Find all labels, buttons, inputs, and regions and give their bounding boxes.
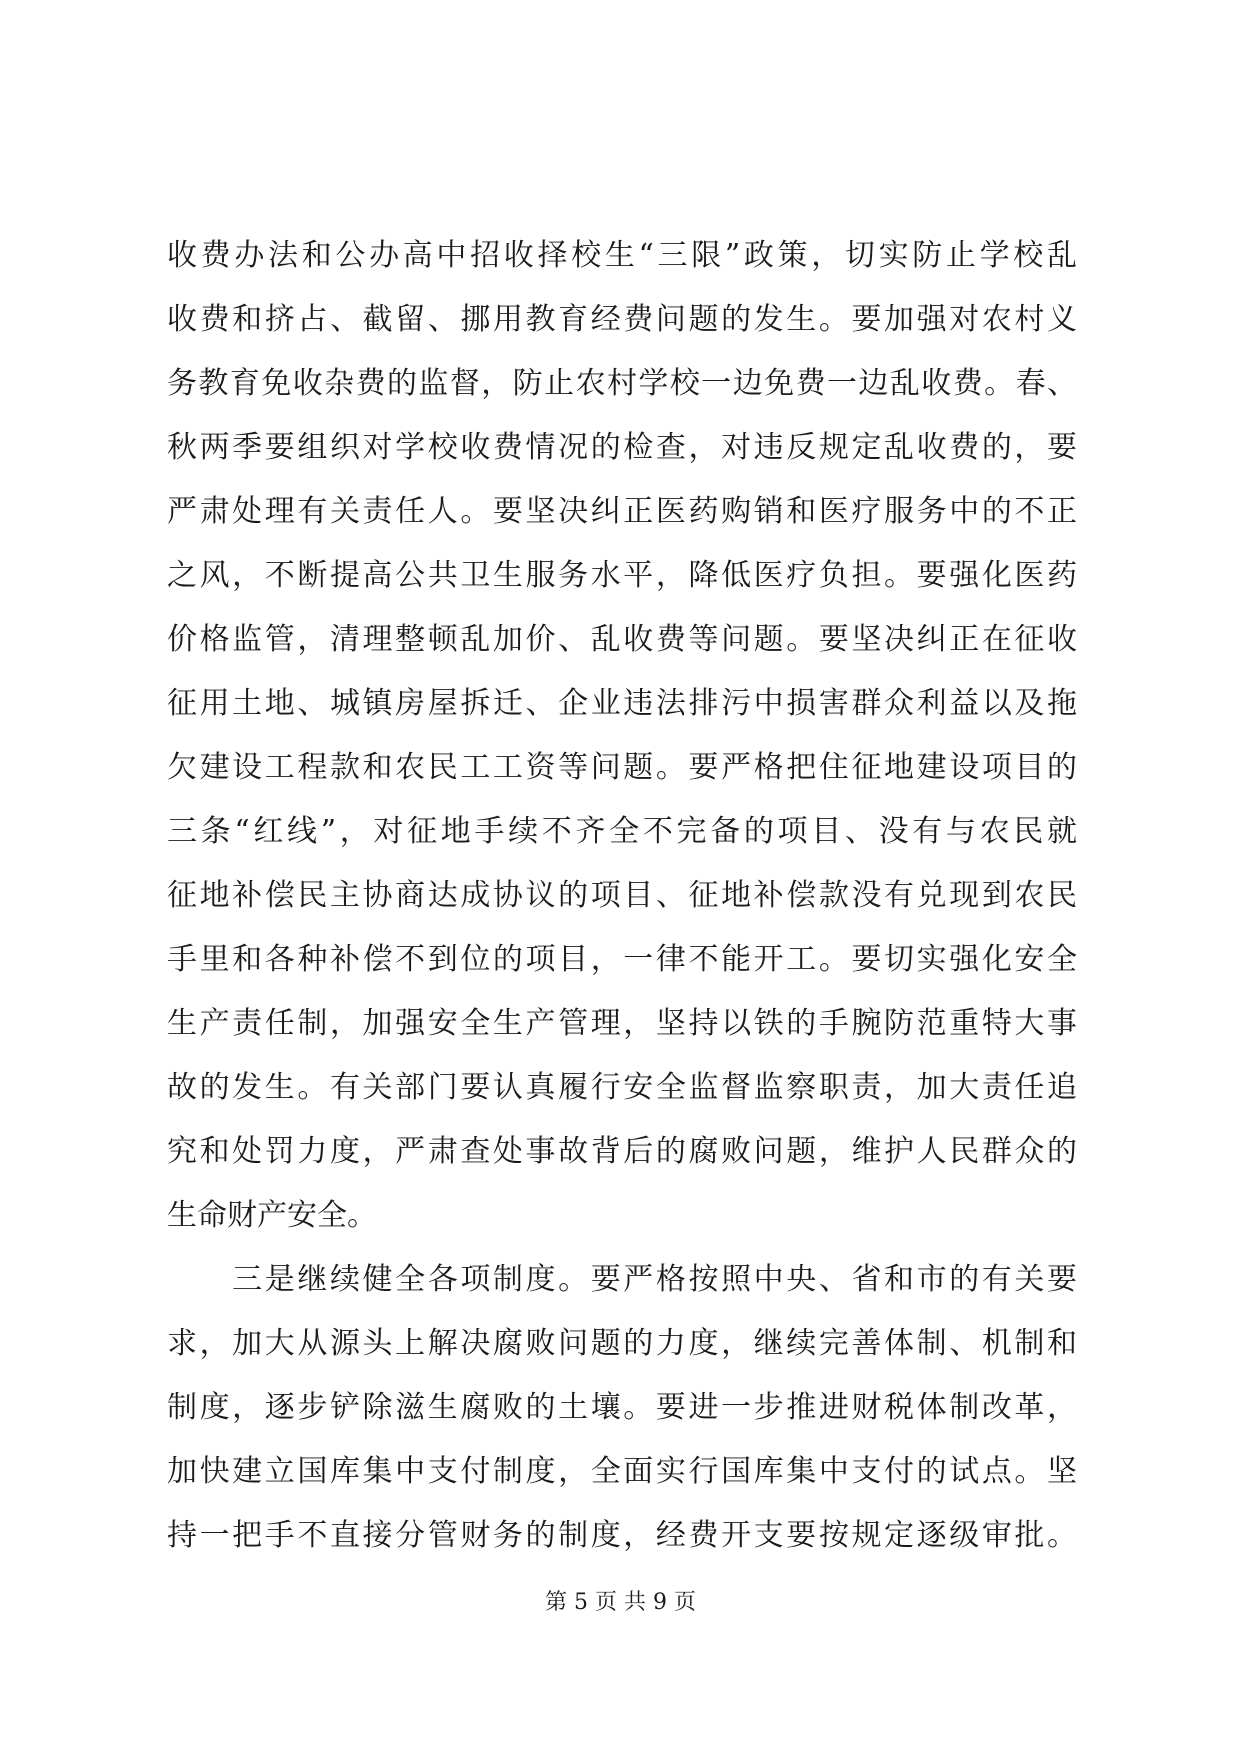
text-line: 收费办法和公办高中招收择校生“三限”政策，切实防止学校乱 xyxy=(167,238,1077,273)
text-line: 持一把手不直接分管财务的制度，经费开支要按规定逐级审批。 xyxy=(167,1518,1077,1553)
page-footer: 第 5 页 共 9 页 xyxy=(545,1590,696,1615)
text-line: 之风，不断提高公共卫生服务水平，降低医疗负担。要强化医药 xyxy=(167,558,1077,593)
text-line: 加快建立国库集中支付制度，全面实行国库集中支付的试点。坚 xyxy=(167,1454,1077,1489)
text-line: 征用土地、城镇房屋拆迁、企业违法排污中损害群众利益以及拖 xyxy=(167,686,1077,721)
text-line: 三条“红线”，对征地手续不齐全不完备的项目、没有与农民就 xyxy=(167,814,1077,849)
text-line: 严肃处理有关责任人。要坚决纠正医药购销和医疗服务中的不正 xyxy=(167,494,1077,529)
text-line: 价格监管，清理整顿乱加价、乱收费等问题。要坚决纠正在征收 xyxy=(167,622,1077,657)
text-line: 务教育免收杂费的监督，防止农村学校一边免费一边乱收费。春、 xyxy=(167,366,1077,401)
text-line: 手里和各种补偿不到位的项目，一律不能开工。要切实强化安全 xyxy=(167,942,1077,977)
paragraph-start-line: 三是继续健全各项制度。要严格按照中央、省和市的有关要 xyxy=(167,1262,1077,1297)
text-line: 欠建设工程款和农民工工资等问题。要严格把住征地建设项目的 xyxy=(167,750,1077,785)
body-text xyxy=(167,224,1077,1568)
text-line: 收费和挤占、截留、挪用教育经费问题的发生。要加强对农村义 xyxy=(167,302,1077,337)
text-line: 究和处罚力度，严肃查处事故背后的腐败问题，维护人民群众的 xyxy=(167,1134,1077,1169)
text-line: 制度，逐步铲除滋生腐败的土壤。要进一步推进财税体制改革， xyxy=(167,1390,1077,1425)
text-line: 故的发生。有关部门要认真履行安全监督监察职责，加大责任追 xyxy=(167,1070,1077,1105)
text-line: 征地补偿民主协商达成协议的项目、征地补偿款没有兑现到农民 xyxy=(167,878,1077,913)
text-line: 秋两季要组织对学校收费情况的检查，对违反规定乱收费的，要 xyxy=(167,430,1077,465)
text-line: 生产责任制，加强安全生产管理，坚持以铁的手腕防范重特大事 xyxy=(167,1006,1077,1041)
text-line: 生命财产安全。 xyxy=(167,1198,377,1233)
text-line: 求，加大从源头上解决腐败问题的力度，继续完善体制、机制和 xyxy=(167,1326,1077,1361)
